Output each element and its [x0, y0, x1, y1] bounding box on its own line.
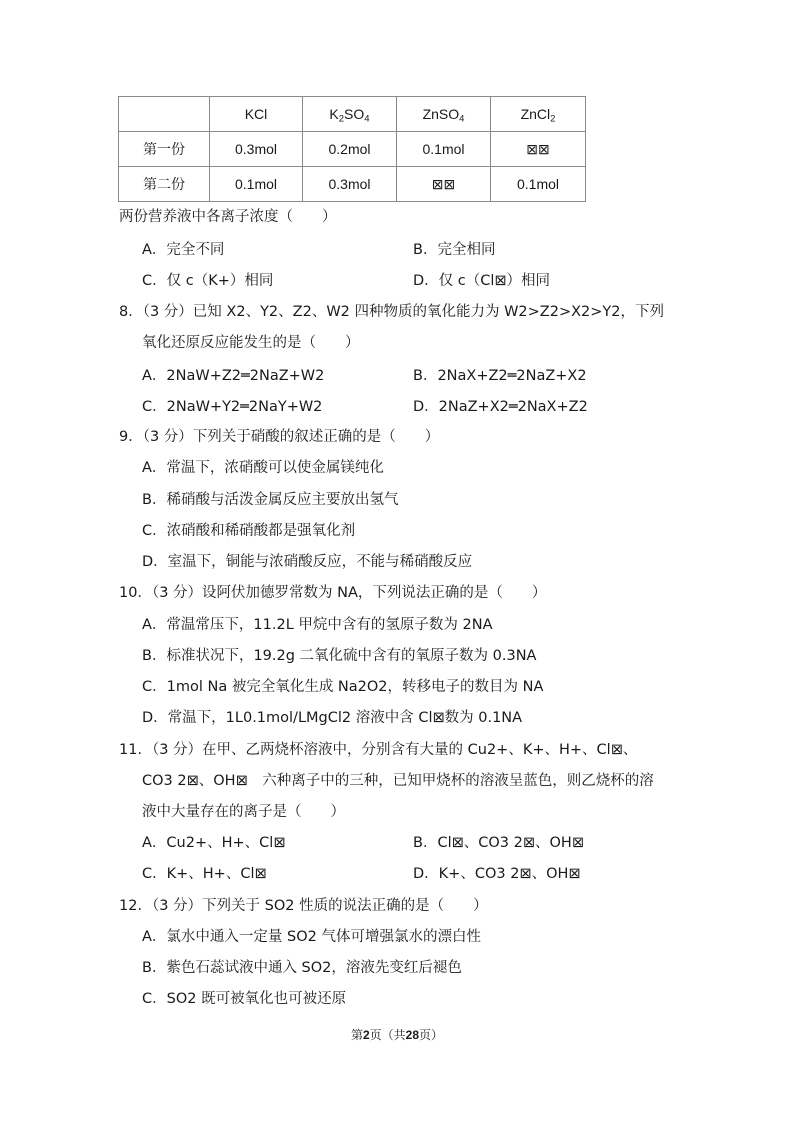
question-11-stem-line2: CO3 2⊠、OH⊠ 六种离子中的三种，已知甲烧杯的溶液呈蓝色，则乙烧杯的溶 [142, 773, 654, 789]
table-row-label: 第二份 [119, 167, 210, 202]
footer-middle: 页（共 [369, 1028, 406, 1042]
question-10-option-c: C．1mol Na 被完全氧化生成 Na2O2，转移电子的数目为 NA [142, 679, 544, 695]
question-11-stem-line3: 液中大量存在的离子是（ ） [142, 804, 345, 820]
question-8-stem-line2: 氧化还原反应能发生的是（ ） [142, 335, 360, 351]
table-cell: 0.1mol [491, 167, 586, 202]
footer-suffix: 页） [419, 1028, 444, 1042]
question-12-option-c: C．SO2 既可被氧化也可被还原 [142, 991, 347, 1007]
question-11-option-c: C．K+、H+、Cl⊠ [142, 866, 267, 882]
question-10-option-b: B．标准状况下，19.2g 二氧化硫中含有的氧原子数为 0.3NA [142, 648, 537, 664]
question-7-option-d: D．仅 c（Cl⊠）相同 [413, 273, 551, 289]
table-cell: 0.3mol [303, 167, 397, 202]
question-10-option-a: A．常温常压下，11.2L 甲烷中含有的氢原子数为 2NA [142, 617, 493, 633]
table-header-znso4: ZnSO$_4$ [397, 97, 491, 132]
question-9-option-b: B．稀硝酸与活泼金属反应主要放出氢气 [142, 492, 399, 508]
question-7-stem: 两份营养液中各离子浓度（ ） [119, 209, 337, 225]
question-9-option-a: A．常温下，浓硝酸可以使金属镁纯化 [142, 460, 384, 476]
table-cell: ⊠⊠ [397, 167, 491, 202]
table-header-zncl2: ZnCl$_2$ [491, 97, 586, 132]
question-8-stem-line1: 8．（3 分）已知 X2、Y2、Z2、W2 四种物质的氧化能力为 W2>Z2>X2>Y2，下列 [119, 304, 665, 320]
question-11-option-b: B．Cl⊠、CO3 2⊠、OH⊠ [413, 835, 584, 851]
table-cell: 0.2mol [303, 132, 397, 167]
question-9-option-d: D．室温下，铜能与浓硝酸反应，不能与稀硝酸反应 [142, 554, 473, 570]
table-header-k2so4: $K_2SO_4$ [303, 97, 397, 132]
question-11-option-d: D．K+、CO3 2⊠、OH⊠ [413, 866, 581, 882]
question-9-option-c: C．浓硝酸和稀硝酸都是强氧化剂 [142, 523, 356, 539]
table-header-kcl: KCl [210, 97, 303, 132]
table-row-label: 第一份 [119, 132, 210, 167]
footer-prefix: 第 [350, 1028, 363, 1042]
footer-total-pages: 28 [405, 1028, 420, 1042]
question-11-stem-line1: 11．（3 分）在甲、乙两烧杯溶液中，分别含有大量的 Cu2+、K+、H+、Cl⊠、 [119, 742, 638, 758]
question-10-option-d: D．常温下，1L0.1mol/LMgCl2 溶液中含 Cl⊠数为 0.1NA [142, 710, 523, 726]
table-cell: 0.1mol [397, 132, 491, 167]
table-row [119, 132, 586, 167]
question-12-option-a: A．氯水中通入一定量 SO2 气体可增强氯水的漂白性 [142, 929, 481, 945]
question-7-option-a: A．完全不同 [142, 242, 225, 258]
concentration-table [118, 96, 586, 202]
page-footer [0, 1026, 794, 1043]
table-corner-cell [119, 97, 210, 132]
question-11-option-a: A．Cu2+、H+、Cl⊠ [142, 835, 286, 851]
table-cell: 0.3mol [210, 132, 303, 167]
question-8-option-d: D．2NaZ+X2═2NaX+Z2 [413, 399, 588, 415]
question-7-option-c: C．仅 c（K+）相同 [142, 273, 274, 289]
table-header-row [119, 97, 586, 132]
question-7-option-b: B．完全相同 [413, 242, 496, 258]
question-12-option-b: B．紫色石蕊试液中通入 SO2，溶液先变红后褪色 [142, 960, 462, 976]
question-9-stem: 9．（3 分）下列关于硝酸的叙述正确的是（ ） [119, 429, 440, 445]
question-8-option-c: C．2NaW+Y2═2NaY+W2 [142, 399, 323, 415]
footer-page-number: 2 [362, 1028, 370, 1042]
question-8-option-a: A．2NaW+Z2═2NaZ+W2 [142, 368, 325, 384]
table-cell: ⊠⊠ [491, 132, 586, 167]
question-8-option-b: B．2NaX+Z2═2NaZ+X2 [413, 368, 587, 384]
table-cell: 0.1mol [210, 167, 303, 202]
question-12-stem: 12．（3 分）下列关于 SO2 性质的说法正确的是（ ） [119, 898, 488, 914]
table-row [119, 167, 586, 202]
question-10-stem: 10．（3 分）设阿伏加德罗常数为 NA，下列说法正确的是（ ） [119, 585, 547, 601]
